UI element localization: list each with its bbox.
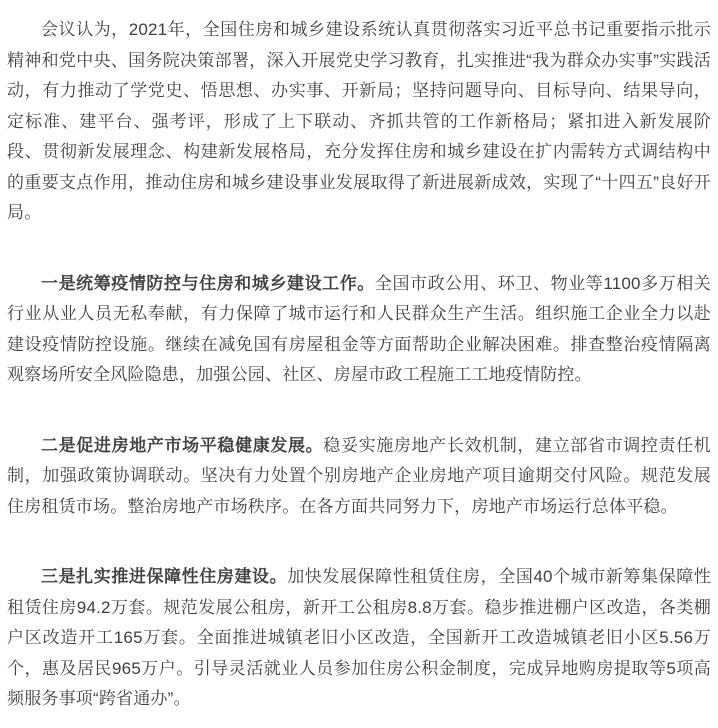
paragraph-text: 稳妥实施房地产长效机制，建立部省市调控责任机制，加强政策协调联动。坚决有力处置个别房地产企业房地产项目逾期交付风险。规范发展住房租赁市场。整治房地产市场秩序。在各方面共同努力下，房地产市场运行总体平稳。: [7, 435, 711, 516]
paragraph-text: 全国市政公用、环卫、物业等1100多万相关行业从业人员无私奉献，有力保障了城市运行和人民群众生产生活。组织施工企业全力以赴建设疫情防控设施。继续在减免国有房屋租金等方面帮助企业解决困难。排查整治疫情隔离观察场所安全风险隐患，加强公园、社区、房屋市政工程施工工地疫情防控。: [7, 273, 711, 384]
paragraph-lead: 一是统筹疫情防控与住房和城乡建设工作。: [41, 273, 375, 293]
paragraph-point-3: [7, 562, 711, 715]
paragraph-text: 加快发展保障性租赁住房，全国40个城市新筹集保障性租赁住房94.2万套。规范发展公租房，新开工公租房8.8万套。稳步推进棚户区改造，各类棚户区改造开工165万套。全面推进城镇老旧小区改造，全国新开工改造城镇老旧小区5.56万个，惠及居民965万户。引导灵活就业人员参加住房公积金制度，完成异地购房提取等5项高频服务事项“跨省通办”。: [7, 567, 711, 708]
paragraph-point-2: [7, 431, 711, 523]
paragraph-lead: 三是扎实推进保障性住房建设。: [41, 567, 288, 586]
paragraph-point-1: [7, 269, 711, 391]
paragraph-overview: [7, 15, 711, 229]
paragraph-text: 会议认为，2021年，全国住房和城乡建设系统认真贯彻落实习近平总书记重要指示批示精神和党中央、国务院决策部署，深入开展党史学习教育，扎实推进“我为群众办实事”实践活动，有力推动了学党史、悟思想、办实事、开新局；坚持问题导向、目标导向、结果导向，定标准、建平台、强考评，形成了上下联动、齐抓共管的工作新格局；紧扣进入新发展阶段、贯彻新发展理念、构建新发展格局，充分发挥住房和城乡建设在扩内需转方式调结构中的重要支点作用，推动住房和城乡建设事业发展取得了新进展新成效，实现了“十四五”良好开局。: [7, 20, 711, 222]
paragraph-lead: 二是促进房地产市场平稳健康发展。: [41, 435, 324, 455]
